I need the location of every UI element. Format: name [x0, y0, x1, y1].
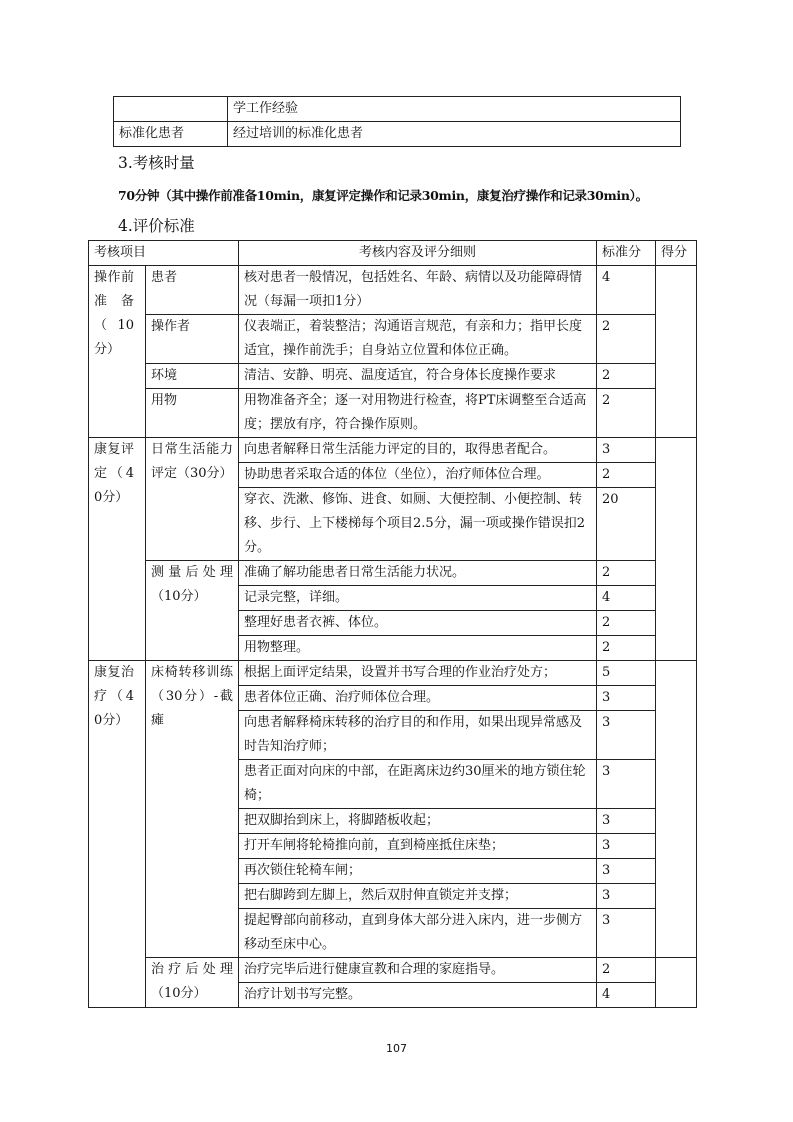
obtained-score-cell[interactable]: [656, 958, 697, 1008]
obtained-score-cell[interactable]: [656, 266, 697, 438]
standard-score: 3: [597, 859, 656, 884]
group-name: [146, 438, 239, 561]
section-title-text: 操作前准备（10分）: [94, 270, 134, 357]
table-row: [89, 561, 697, 586]
header-item: 考核项目: [89, 241, 239, 266]
standard-score: 2: [597, 389, 656, 438]
group-name: [146, 661, 239, 958]
table-row: [89, 389, 697, 438]
standard-score: 2: [597, 561, 656, 586]
table-row: [114, 97, 681, 122]
row-value: 经过培训的标准化患者: [228, 122, 681, 147]
obtained-score-cell[interactable]: [656, 438, 697, 661]
criterion-text: 用物准备齐全；逐一对用物进行检查，将PT床调整至合适高度；摆放有序，符合操作原则。: [239, 389, 597, 438]
standard-score: 4: [597, 983, 656, 1008]
criterion-text: 仪表端正，着装整洁；沟通语言规范，有亲和力；指甲长度适宜，操作前洗手；自身站立位置和体位正确。: [239, 315, 597, 364]
group-name-text: 日常生活能力评定（30分）: [151, 442, 233, 481]
criterion-text: 穿衣、洗漱、修饰、进食、如厕、大便控制、小便控制、转移、步行、上下楼梯每个项目2.5分，漏一项或操作错误扣2分。: [239, 488, 597, 561]
header-standard-score: 标准分: [597, 241, 656, 266]
table-row: [89, 438, 697, 463]
evaluation-table: [88, 240, 697, 1008]
row-value: 学工作经验: [228, 97, 681, 122]
header-content: 考核内容及评分细则: [239, 241, 597, 266]
obtained-score-cell[interactable]: [656, 661, 697, 958]
criterion-text: 用物整理。: [239, 636, 597, 661]
row-label: 标准化患者: [114, 122, 228, 147]
criterion-text: 准确了解功能患者日常生活能力状况。: [239, 561, 597, 586]
duration-text: 70分钟（其中操作前准备10min，康复评定操作和记录30min，康复治疗操作和记录30min）。: [118, 188, 648, 203]
standard-score: 3: [597, 438, 656, 463]
standard-score: 2: [597, 364, 656, 389]
group-name-text: 用物: [151, 393, 178, 408]
standard-score: 2: [597, 463, 656, 488]
standard-score: 3: [597, 760, 656, 809]
group-name-text: 床椅转移训练（30分）-截瘫: [151, 665, 233, 728]
standard-score: 3: [597, 834, 656, 859]
standard-score: 4: [597, 586, 656, 611]
section-title: [89, 438, 146, 661]
criterion-text: 把双脚抬到床上，将脚踏板收起；: [239, 809, 597, 834]
criterion-text: 再次锁住轮椅车闸；: [239, 859, 597, 884]
header-obtained-score: 得分: [656, 241, 697, 266]
standard-score: 3: [597, 686, 656, 711]
standard-score: 3: [597, 909, 656, 958]
standard-score: 2: [597, 611, 656, 636]
group-name-text: 测量后处理（10分）: [151, 565, 233, 604]
section-heading-duration: 3.考核时量: [118, 154, 195, 172]
standard-score: 4: [597, 266, 656, 315]
criterion-text: 把右脚跨到左脚上，然后双肘伸直锁定并支撑；: [239, 884, 597, 909]
section-heading-criteria: 4.评价标准: [118, 217, 195, 235]
group-name-text: 环境: [151, 368, 178, 383]
criterion-text: 向患者解释椅床转移的治疗目的和作用，如果出现异常感及时告知治疗师；: [239, 711, 597, 760]
table-header-row: [89, 241, 697, 266]
standard-score: 2: [597, 636, 656, 661]
criterion-text: 患者正面对向床的中部，在距离床边约30厘米的地方锁住轮椅；: [239, 760, 597, 809]
criterion-text: 患者体位正确、治疗师体位合理。: [239, 686, 597, 711]
group-name: [146, 389, 239, 438]
criterion-text: 协助患者采取合适的体位（坐位），治疗师体位合理。: [239, 463, 597, 488]
standard-score: 5: [597, 661, 656, 686]
criterion-text: 治疗完毕后进行健康宣教和合理的家庭指导。: [239, 958, 597, 983]
group-name-text: 患者: [151, 270, 178, 285]
standard-score: 3: [597, 809, 656, 834]
staff-requirements-table: [113, 96, 681, 147]
group-name: [146, 561, 239, 661]
group-name: [146, 315, 239, 364]
page-number: 107: [386, 1042, 407, 1055]
standard-score: 2: [597, 315, 656, 364]
criterion-text: 记录完整，详细。: [239, 586, 597, 611]
criterion-text: 核对患者一般情况，包括姓名、年龄、病情以及功能障碍情况（每漏一项扣1分）: [239, 266, 597, 315]
table-row: [89, 958, 697, 983]
group-name: [146, 266, 239, 315]
group-name: [146, 364, 239, 389]
standard-score: 3: [597, 884, 656, 909]
table-row: [114, 122, 681, 147]
criterion-text: 治疗计划书写完整。: [239, 983, 597, 1008]
criterion-text: 打开车闸将轮椅推向前，直到椅座抵住床垫；: [239, 834, 597, 859]
section-title-text: 康复治疗（40分）: [94, 665, 134, 728]
criterion-text: 根据上面评定结果，设置并书写合理的作业治疗处方；: [239, 661, 597, 686]
criterion-text: 向患者解释日常生活能力评定的目的，取得患者配合。: [239, 438, 597, 463]
criterion-text: 整理好患者衣裤、体位。: [239, 611, 597, 636]
row-label: [114, 97, 228, 122]
section-title: [89, 661, 146, 1008]
table-row: [89, 364, 697, 389]
criterion-text: 清洁、安静、明亮、温度适宜，符合身体长度操作要求: [239, 364, 597, 389]
section-title-text: 康复评定（40分）: [94, 442, 134, 505]
group-name: [146, 958, 239, 1008]
standard-score: 2: [597, 958, 656, 983]
criterion-text: 提起臀部向前移动，直到身体大部分进入床内，进一步侧方移动至床中心。: [239, 909, 597, 958]
group-name-text: 治疗后处理（10分）: [151, 962, 233, 1001]
table-row: [89, 315, 697, 364]
group-name-text: 操作者: [151, 319, 191, 334]
table-row: [89, 661, 697, 686]
standard-score: 20: [597, 488, 656, 561]
standard-score: 3: [597, 711, 656, 760]
table-row: [89, 266, 697, 315]
section-title: [89, 266, 146, 438]
